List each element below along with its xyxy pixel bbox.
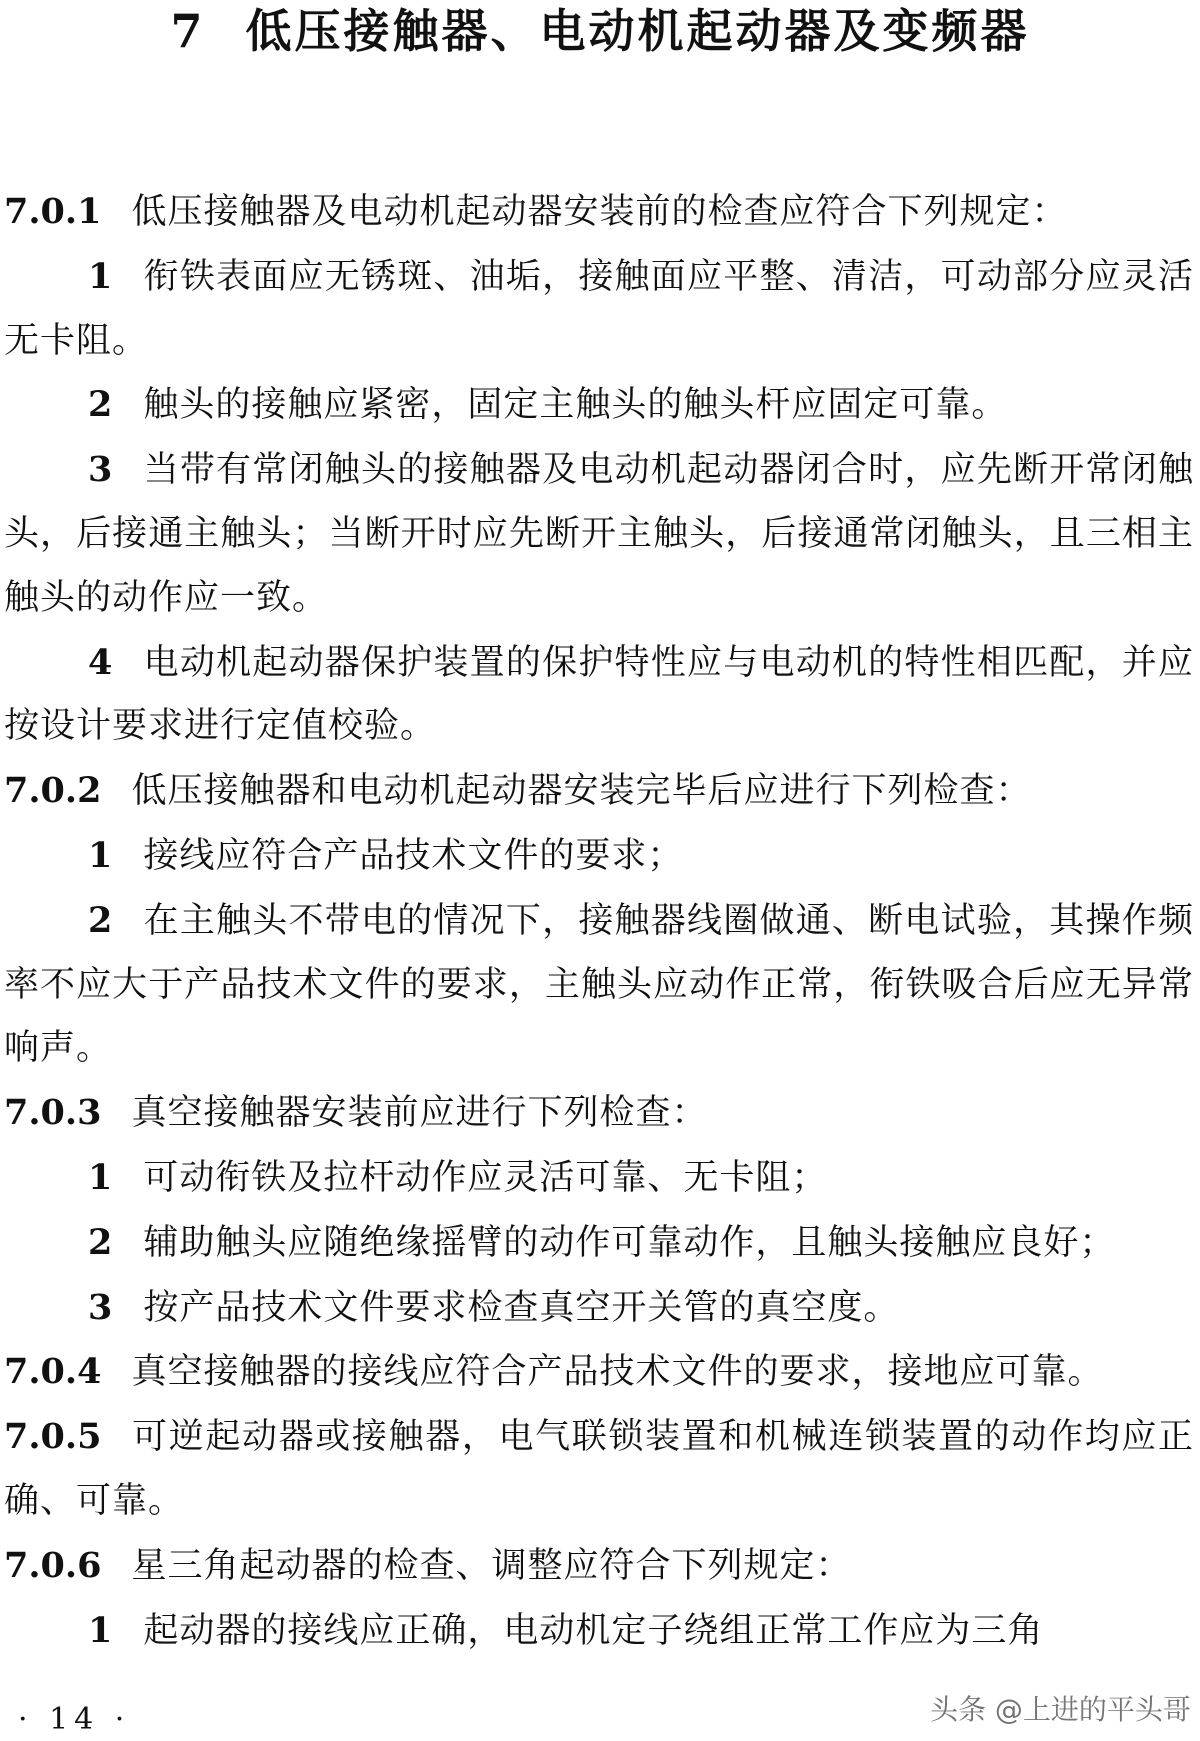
item-number: 4: [88, 641, 114, 683]
page-number: · 14 ·: [18, 1702, 131, 1737]
clause-text: 真空接触器安装前应进行下列检查：: [131, 1093, 708, 1134]
list-item: [4, 438, 1194, 630]
clause-text: 星三角起动器的检查、调整应符合下列规定：: [131, 1545, 852, 1586]
chapter-title: [0, 0, 1200, 62]
chapter-number: 7: [170, 4, 206, 58]
watermark: 头条 @上进的平头哥: [930, 1693, 1191, 1726]
clause-7-0-1: [4, 180, 1194, 245]
clause-7-0-3: [4, 1081, 1194, 1146]
clause-text: 真空接触器的接线应符合产品技术文件的要求，接地应可靠。: [131, 1352, 1104, 1393]
clause-number: 7.0.2: [4, 770, 102, 812]
list-item: [4, 373, 1194, 438]
list-item: [4, 889, 1194, 1081]
chapter-title-text: 低压接触器、电动机起动器及变频器: [245, 4, 1030, 58]
clause-number: 7.0.1: [4, 191, 102, 232]
document-body: [4, 180, 1194, 1663]
item-text: 可动衔铁及拉杆动作应灵活可靠、无卡阻；: [143, 1157, 828, 1198]
item-text: 按产品技术文件要求检查真空开关管的真空度。: [143, 1287, 900, 1328]
clause-number: 7.0.6: [4, 1544, 102, 1586]
list-item: [4, 1599, 1194, 1664]
item-number: 2: [88, 899, 114, 941]
item-number: 3: [88, 1286, 114, 1328]
list-item: [4, 1276, 1194, 1341]
clause-7-0-5: [4, 1405, 1194, 1534]
item-number: 1: [88, 255, 114, 297]
clause-7-0-2: [4, 759, 1194, 824]
item-text: 在主触头不带电的情况下，接触器线圈做通、断电试验，其操作频率不应大于产品技术文件的要求，主触头应动作正常，衔铁吸合后应无异常响声。: [4, 900, 1194, 1069]
list-item: [4, 1211, 1194, 1276]
item-number: 1: [88, 834, 114, 876]
clause-text: 低压接触器和电动机起动器安装完毕后应进行下列检查：: [131, 771, 1032, 812]
clause-number: 7.0.5: [4, 1416, 102, 1458]
item-number: 1: [88, 1156, 114, 1198]
item-number: 2: [88, 1221, 114, 1263]
clause-number: 7.0.4: [4, 1351, 102, 1393]
clause-text: 低压接触器及电动机起动器安装前的检查应符合下列规定：: [131, 192, 1068, 232]
item-number: 1: [88, 1609, 114, 1651]
clause-number: 7.0.3: [4, 1092, 102, 1134]
list-item: [4, 245, 1194, 374]
clause-text: 可逆起动器或接触器，电气联锁装置和机械连锁装置的动作均应正确、可靠。: [4, 1417, 1194, 1521]
clause-7-0-4: [4, 1340, 1194, 1405]
item-number: 3: [88, 449, 114, 491]
item-text: 辅助触头应随绝缘摇臂的动作可靠动作，且触头接触应良好；: [143, 1222, 1116, 1263]
item-text: 电动机起动器保护装置的保护特性应与电动机的特性相匹配，并应按设计要求进行定值校验。: [4, 642, 1194, 747]
item-text: 起动器的接线应正确，电动机定子绕组正常工作应为三角: [143, 1610, 1044, 1651]
list-item: [4, 631, 1194, 760]
item-text: 当带有常闭触头的接触器及电动机起动器闭合时，应先断开常闭触头，后接通主触头；当断开时应先断开主触头，后接通常闭触头，且三相主触头的动作应一致。: [4, 450, 1194, 618]
item-number: 2: [88, 384, 114, 426]
item-text: 触头的接触应紧密，固定主触头的触头杆应固定可靠。: [143, 385, 1008, 426]
item-text: 接线应符合产品技术文件的要求；: [143, 835, 684, 876]
item-text: 衔铁表面应无锈斑、油垢，接触面应平整、清洁，可动部分应灵活无卡阻。: [4, 256, 1194, 361]
clause-7-0-6: [4, 1534, 1194, 1599]
list-item: [4, 1146, 1194, 1211]
list-item: [4, 824, 1194, 889]
